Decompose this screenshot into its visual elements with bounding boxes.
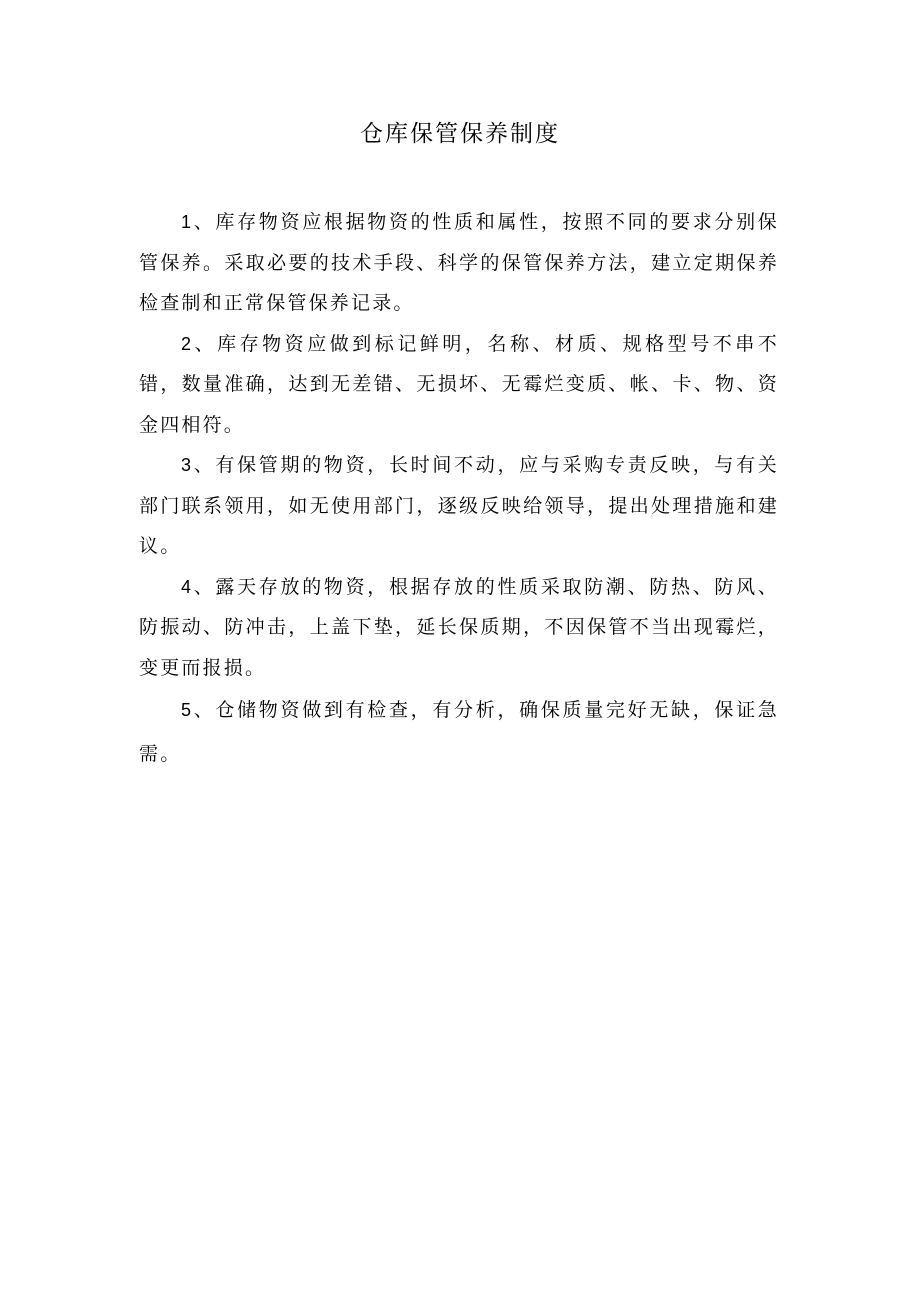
- document-title: 仓库保管保养制度: [360, 121, 560, 147]
- paragraph-number: 2: [181, 333, 194, 354]
- paragraph-number: 5: [181, 700, 194, 720]
- paragraph-number: 4: [181, 576, 194, 597]
- paragraph-text: 、露天存放的物资，根据存放的性质采取防潮、防热、防风、防振动、防冲击，上盖下垫，延长保质期，不因保管不当出现霉烂，变更而报损。: [139, 575, 779, 679]
- document-body: [139, 202, 779, 776]
- paragraph-5: [139, 688, 779, 776]
- paragraph-number: 3: [181, 455, 194, 475]
- paragraph-3: [139, 445, 779, 567]
- paragraph-text: 、库存物资应做到标记鲜明，名称、材质、规格型号不串不错，数量准确，达到无差错、无损坏、无霉烂变质、帐、卡、物、资金四相符。: [139, 332, 779, 436]
- paragraph-text: 、仓储物资做到有检查，有分析，确保质量完好无缺，保证急需。: [139, 699, 779, 765]
- paragraph-text: 、库存物资应根据物资的性质和属性，按照不同的要求分别保管保养。采取必要的技术手段、科学的保管保养方法，建立定期保养检查制和正常保管保养记录。: [139, 211, 779, 314]
- paragraph-2: [139, 324, 779, 446]
- paragraph-number: 1: [181, 212, 194, 232]
- paragraph-4: [139, 567, 779, 689]
- paragraph-1: [139, 202, 779, 324]
- paragraph-text: 、有保管期的物资，长时间不动，应与采购专责反映，与有关部门联系领用，如无使用部门，逐级反映给领导，提出处理措施和建议。: [139, 454, 779, 557]
